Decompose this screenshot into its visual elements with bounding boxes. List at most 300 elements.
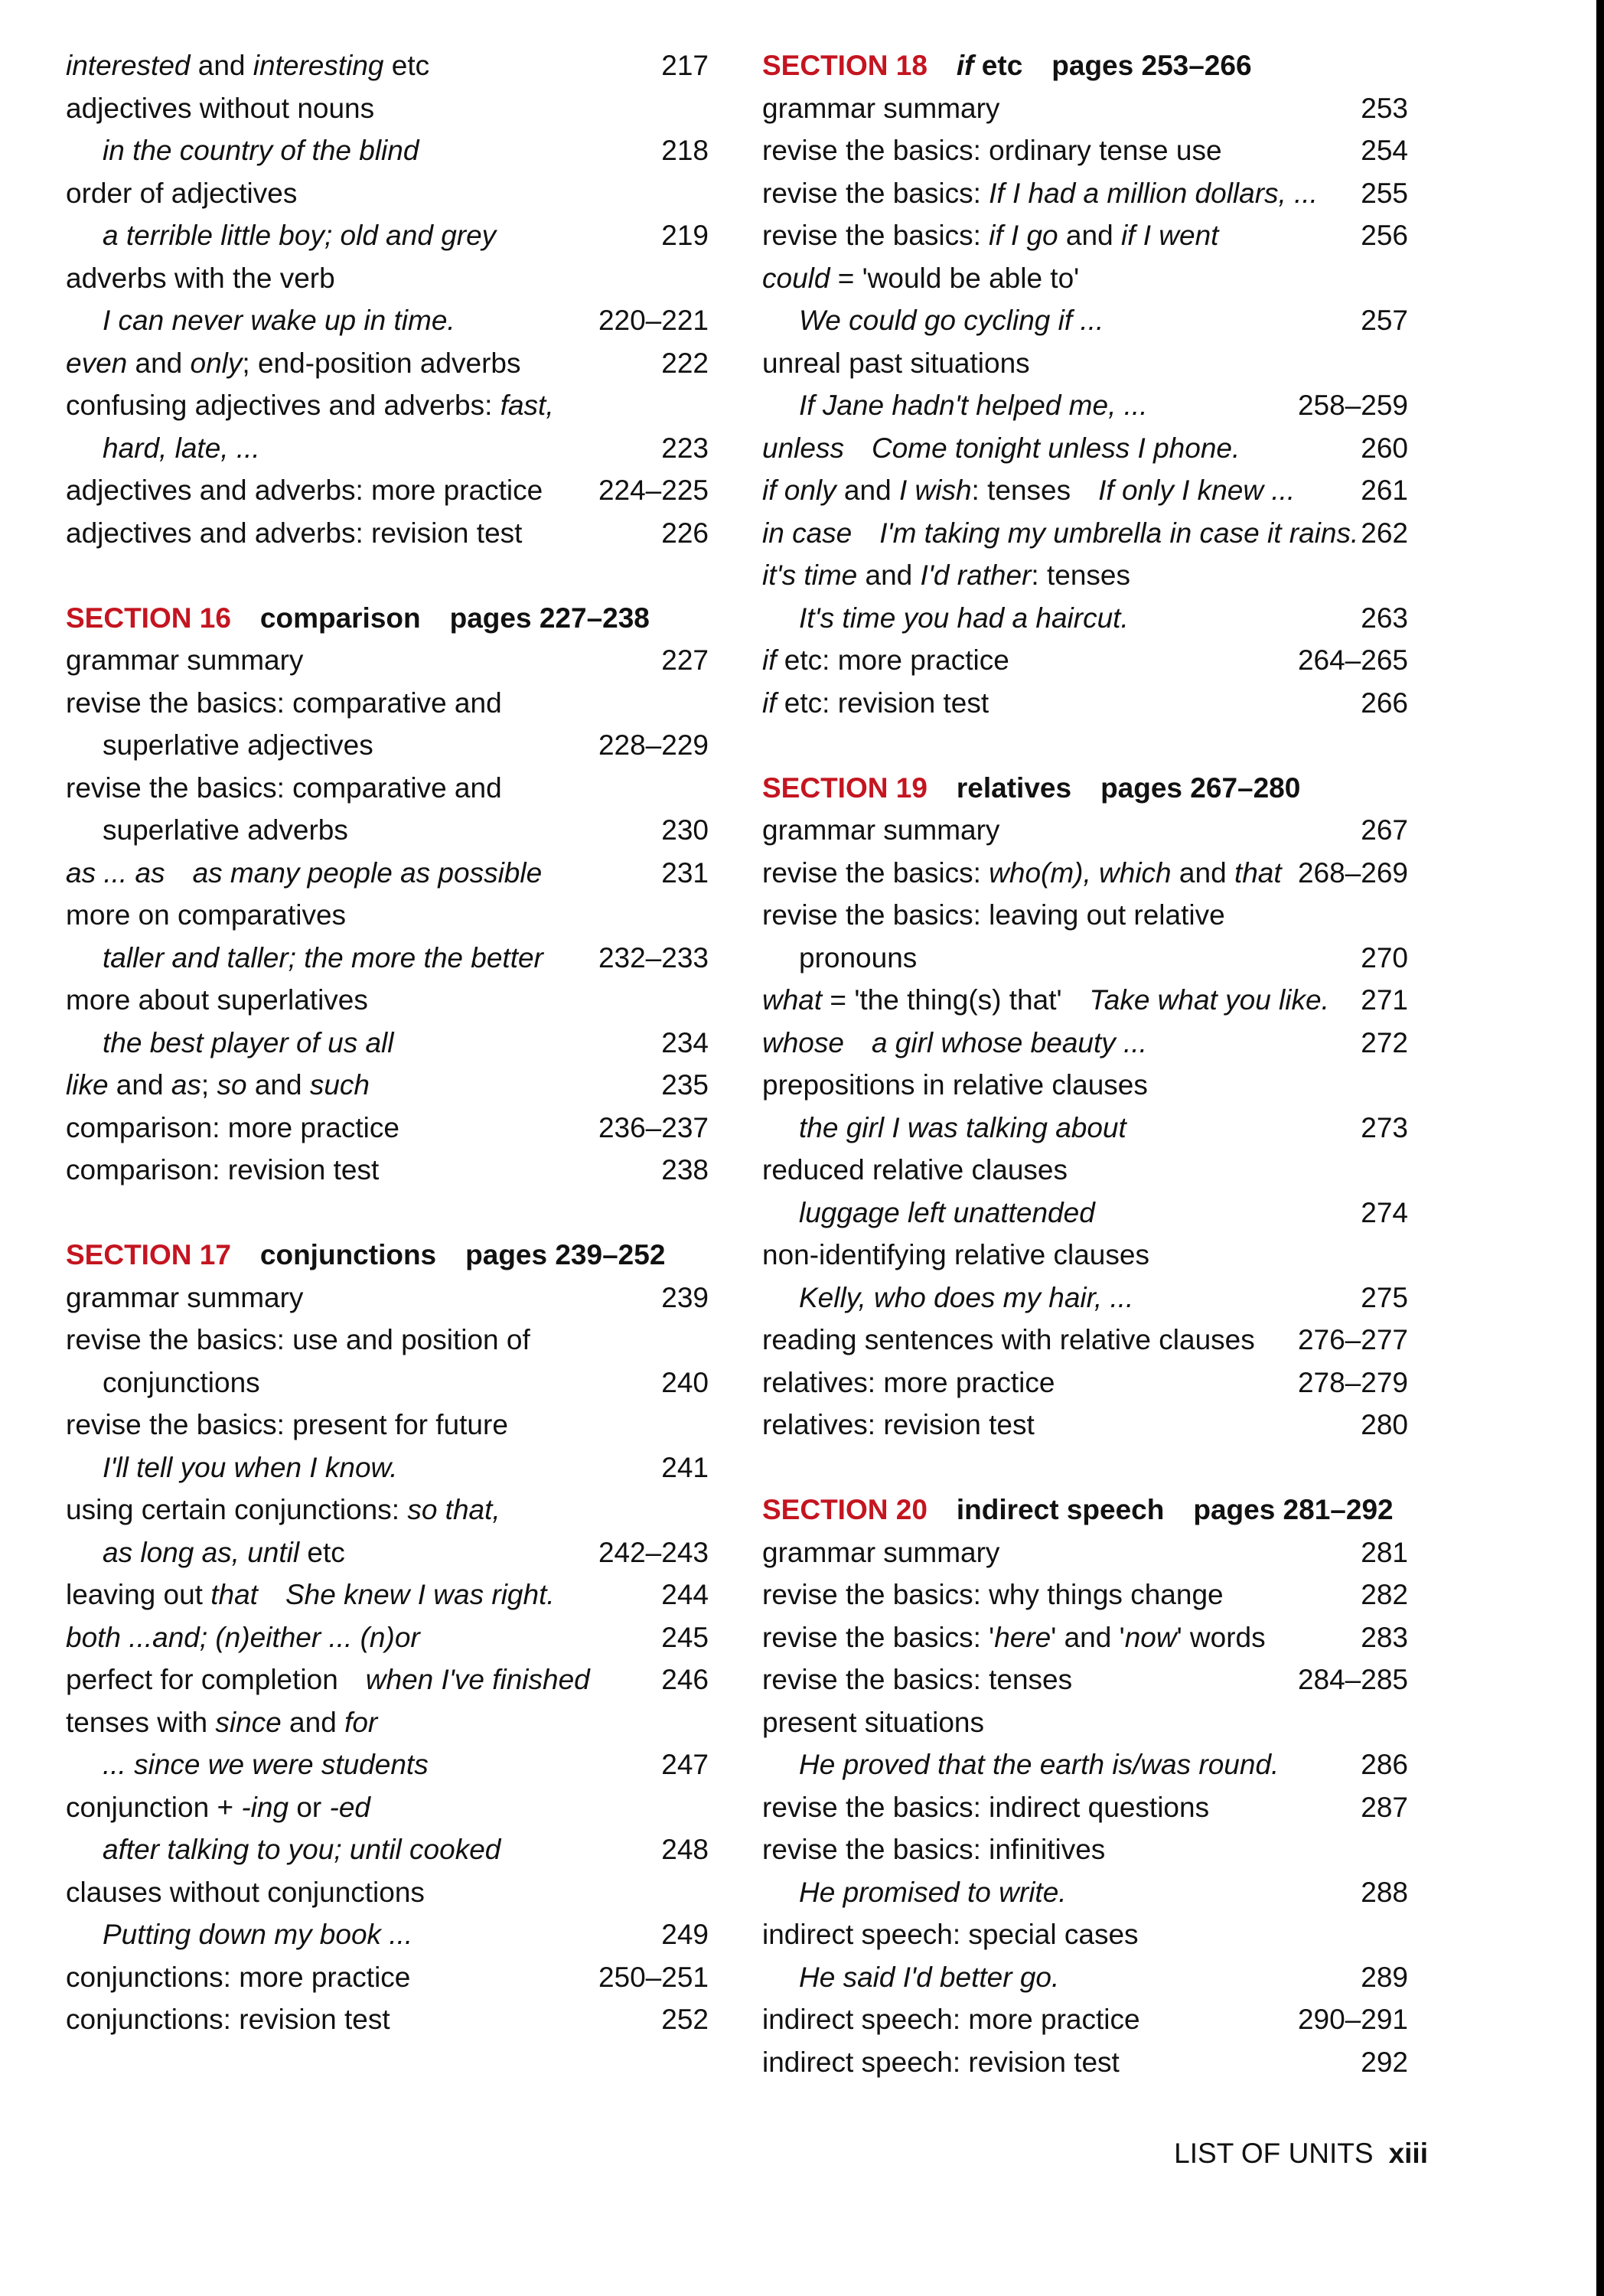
plain-text: superlative adverbs [103, 814, 348, 846]
page-number: 255 [1361, 177, 1408, 209]
toc-entry [66, 639, 709, 682]
italic-text: whose [762, 1026, 844, 1058]
page-number: 262 [1361, 517, 1408, 549]
toc-example-line [66, 1828, 709, 1871]
page-number: 231 [661, 856, 709, 889]
italic-text: fast, [500, 390, 554, 421]
entry-text [66, 87, 374, 130]
toc-example-line [66, 427, 709, 470]
page-number: 224–225 [598, 475, 709, 506]
plain-text: revise the basics: infinitives [762, 1834, 1106, 1865]
entry-text [66, 342, 520, 385]
toc-example-line [762, 1277, 1408, 1319]
page-number: 253 [1361, 92, 1408, 124]
toc-entry [762, 639, 1408, 682]
plain-text: revise the basics: comparative and [66, 687, 502, 719]
page-number: 261 [1361, 475, 1408, 506]
plain-text: grammar summary [66, 1281, 304, 1313]
plain-text: = 'would be able to' [830, 262, 1080, 294]
entry-text [762, 1362, 1055, 1404]
italic-text: as [171, 1069, 201, 1101]
entry-text [762, 894, 1225, 937]
entry-text [66, 1828, 500, 1871]
toc-entry [762, 172, 1408, 215]
section-title: conjunctions [259, 1239, 437, 1270]
toc-entry [762, 257, 1408, 300]
entry-text [762, 1956, 1059, 1999]
plain-text: present situations [762, 1706, 985, 1738]
plain-text: revise the basics: why things change [762, 1579, 1224, 1610]
plain-text: revise the basics: [762, 220, 989, 251]
page-number: 280 [1361, 1409, 1408, 1440]
italic-text: since [215, 1706, 282, 1738]
italic-text: like [66, 1069, 109, 1101]
page-number: 290–291 [1297, 2004, 1408, 2035]
entry-text [66, 1786, 370, 1829]
italic-text: in case [762, 517, 853, 549]
toc-entry [66, 469, 709, 512]
italic-text: the girl I was talking about [799, 1111, 1126, 1143]
toc-entry [762, 979, 1408, 1022]
plain-text: prepositions in relative clauses [762, 1069, 1148, 1101]
entry-text [762, 87, 999, 130]
page-number: 289 [1361, 1961, 1408, 1993]
page-number: 217 [661, 50, 709, 81]
section-title: comparison [259, 602, 421, 634]
toc-example-line [66, 129, 709, 172]
plain-text: and [190, 50, 253, 81]
toc-entry [762, 342, 1408, 385]
page-number: 282 [1361, 1579, 1408, 1610]
spacer [762, 1446, 1408, 1489]
plain-text: comparison: more practice [66, 1111, 399, 1143]
section-pages: pages 239–252 [465, 1239, 666, 1270]
entry-text [66, 1701, 377, 1744]
toc-entry [762, 1574, 1408, 1616]
page-number: 281 [1361, 1536, 1408, 1568]
entry-text [762, 129, 1222, 172]
italic-text: hard, late, ... [103, 432, 260, 464]
page-number: 286 [1361, 1749, 1408, 1780]
entry-text [762, 1404, 1035, 1446]
italic-text: If Jane hadn't helped me, ... [799, 390, 1148, 421]
toc-example-line [762, 384, 1408, 427]
toc-example-line [762, 1871, 1408, 1914]
toc-entry [66, 1998, 709, 2041]
italic-text: it's time [762, 559, 858, 591]
italic-text: I'd rather [920, 559, 1032, 591]
plain-text: and [1171, 856, 1234, 889]
toc-entry [66, 1786, 709, 1829]
entry-text [66, 512, 522, 555]
page-number: 247 [661, 1749, 709, 1780]
entry-text [762, 1658, 1072, 1701]
entry-text [762, 1786, 1209, 1829]
section-pages: pages 253–266 [1051, 50, 1252, 81]
toc-entry [762, 1149, 1408, 1192]
plain-text: more about superlatives [66, 984, 368, 1016]
italic-text: as long as, until [103, 1536, 300, 1568]
toc-entry [66, 852, 709, 895]
page-number: 248 [661, 1834, 709, 1865]
italic-text: I wish [898, 475, 972, 506]
entry-text [762, 2041, 1120, 2084]
spacer [66, 554, 709, 597]
italic-text: She knew I was right. [285, 1579, 555, 1610]
entry-text [762, 1913, 1139, 1956]
italic-text: only [190, 347, 243, 379]
section-heading [66, 1234, 709, 1277]
plain-text: and [108, 1069, 171, 1101]
page-number: 241 [661, 1451, 709, 1483]
entry-text [66, 1489, 500, 1531]
entry-text [66, 767, 502, 810]
italic-text: as many people as possible [192, 856, 543, 889]
page-number: 242–243 [598, 1536, 709, 1568]
entry-text [66, 1064, 370, 1107]
toc-example-line [66, 1022, 709, 1065]
page-number: 235 [661, 1069, 709, 1101]
toc-example-line [762, 597, 1408, 640]
plain-text: and [836, 475, 899, 506]
italic-text: both ...and; (n)either ... (n)or [66, 1621, 420, 1653]
entry-text [762, 512, 1358, 555]
entry-text [66, 1277, 303, 1319]
toc-entry [762, 2041, 1408, 2084]
plain-text: grammar summary [66, 644, 304, 676]
toc-entry [66, 1489, 709, 1531]
toc-example-line [66, 937, 709, 980]
plain-text: conjunctions: more practice [66, 1961, 411, 1993]
entry-text [66, 1574, 555, 1616]
toc-entry [66, 512, 709, 555]
toc-example-line [762, 1107, 1408, 1150]
entry-text [762, 1998, 1140, 2041]
toc-entry [762, 1319, 1408, 1362]
toc-entry [66, 172, 709, 215]
page-number: 218 [661, 135, 709, 166]
entry-text [762, 1743, 1279, 1786]
plain-text: revise the basics: [762, 856, 989, 889]
toc-entry [66, 979, 709, 1022]
section-title: if etc [956, 50, 1023, 81]
entry-text [66, 1022, 394, 1065]
italic-text: luggage left unattended [799, 1196, 1095, 1228]
entry-text [762, 809, 999, 852]
italic-text: I'll tell you when I know. [103, 1451, 398, 1483]
toc-entry [762, 1616, 1408, 1659]
footer-label: LIST OF UNITS [1174, 2138, 1374, 2169]
toc-entry [66, 1701, 709, 1744]
italic-text: Take what you like. [1089, 984, 1329, 1016]
italic-text: taller and taller; the more the better [103, 941, 543, 974]
entry-text [66, 1616, 420, 1659]
italic-text: such [309, 1069, 370, 1101]
toc-entry [66, 1277, 709, 1319]
toc-entry [762, 1786, 1408, 1829]
italic-text: in the country of the blind [103, 135, 419, 166]
plain-text: unreal past situations [762, 347, 1030, 379]
page-number: 266 [1361, 687, 1408, 719]
plain-text: indirect speech: more practice [762, 2004, 1140, 2035]
italic-text: so that, [407, 1494, 500, 1525]
italic-text: If I had a million dollars, ... [989, 177, 1318, 209]
page-number: 238 [661, 1154, 709, 1186]
plain-text: indirect speech: special cases [762, 1919, 1139, 1950]
italic-text: He promised to write. [799, 1876, 1067, 1908]
entry-text [66, 894, 346, 937]
italic-text: so [217, 1069, 247, 1101]
entry-text [762, 979, 1329, 1022]
plain-text: using certain conjunctions: [66, 1494, 408, 1525]
page-number: 263 [1361, 602, 1408, 634]
italic-text: now [1124, 1621, 1177, 1653]
toc-entry [762, 554, 1408, 597]
toc-entry [66, 257, 709, 300]
toc-example-line [762, 1956, 1408, 1999]
plain-text: adjectives and adverbs: more practice [66, 475, 543, 506]
plain-text: conjunctions [103, 1366, 260, 1398]
entry-text [762, 1616, 1266, 1659]
italic-text: if [762, 644, 777, 676]
page-number: 240 [661, 1366, 709, 1398]
plain-text: revise the basics: present for future [66, 1409, 508, 1440]
toc-entry [66, 767, 709, 810]
italic-text: We could go cycling if ... [799, 305, 1104, 336]
page-footer [1174, 2132, 1428, 2175]
entry-text [66, 852, 542, 895]
entry-text [66, 172, 297, 215]
toc-example-line [66, 214, 709, 257]
plain-text: ' words [1176, 1621, 1266, 1653]
plain-text: revise the basics: indirect questions [762, 1791, 1210, 1823]
italic-text: I'm taking my umbrella in case it rains. [879, 517, 1359, 549]
entry-text [762, 1277, 1133, 1319]
toc-entry [66, 1871, 709, 1914]
entry-text [66, 639, 303, 682]
plain-text: etc [383, 50, 430, 81]
toc-entry [762, 1362, 1408, 1404]
section-number: SECTION 20 [762, 1494, 928, 1525]
plain-text: comparison: revision test [66, 1154, 380, 1186]
plain-text: conjunctions: revision test [66, 2004, 390, 2035]
entry-text [762, 1064, 1148, 1107]
toc-example-line [66, 1362, 709, 1404]
entry-text [762, 342, 1030, 385]
entry-text [762, 852, 1282, 895]
plain-text: indirect speech: revision test [762, 2046, 1120, 2078]
page-number: 220–221 [598, 305, 709, 336]
page-number: 257 [1361, 305, 1408, 336]
plain-text: tenses with [66, 1706, 216, 1738]
entry-text [66, 1531, 345, 1574]
toc-entry [66, 1319, 709, 1362]
right-column [762, 44, 1408, 2083]
entry-text [66, 427, 260, 470]
page-number: 239 [661, 1281, 709, 1313]
plain-text: or [289, 1791, 330, 1823]
page-number: 228–229 [598, 729, 709, 761]
toc-example-line [762, 1192, 1408, 1234]
entry-text [66, 724, 373, 767]
page-number: 249 [661, 1919, 709, 1950]
italic-text: when I've finished [365, 1664, 590, 1695]
entry-text [762, 1192, 1095, 1234]
plain-text: pronouns [799, 941, 918, 974]
entry-text [762, 1022, 1147, 1065]
entry-text [66, 1956, 410, 1999]
plain-text: superlative adjectives [103, 729, 373, 761]
page-number: 226 [661, 517, 709, 549]
entry-text [66, 1743, 429, 1786]
toc-entry [762, 809, 1408, 852]
section-pages: pages 227–238 [449, 602, 650, 634]
toc-entry [66, 1658, 709, 1701]
page-number: 264–265 [1297, 644, 1408, 676]
plain-text: leaving out [66, 1579, 211, 1610]
page-number: 252 [661, 2004, 709, 2035]
plain-text: clauses without conjunctions [66, 1876, 425, 1908]
page-number: 267 [1361, 814, 1408, 846]
section-title: relatives [956, 771, 1072, 804]
entry-text [762, 1107, 1126, 1150]
entry-text [762, 554, 1130, 597]
italic-text: Come tonight unless I phone. [871, 432, 1240, 464]
toc-entry [762, 1531, 1408, 1574]
section-heading [762, 767, 1408, 810]
page-number: 278–279 [1297, 1366, 1408, 1398]
entry-text [762, 469, 1295, 512]
page-number: 245 [661, 1621, 709, 1653]
page-number: 227 [661, 644, 709, 676]
page-number: 274 [1361, 1196, 1408, 1228]
page-number: 236–237 [598, 1111, 709, 1143]
plain-text: revise the basics: tenses [762, 1664, 1073, 1695]
entry-text [66, 1107, 399, 1150]
italic-text: as ... as [66, 856, 165, 889]
toc-entry [762, 852, 1408, 895]
page-number: 246 [661, 1664, 709, 1695]
toc-entry [762, 1234, 1408, 1277]
section-number: SECTION 18 [762, 50, 928, 81]
plain-text: and [127, 347, 191, 379]
plain-text: confusing adjectives and adverbs: [66, 390, 500, 421]
entry-text [762, 1531, 999, 1574]
toc-entry [66, 1149, 709, 1192]
plain-text: ' and ' [1051, 1621, 1125, 1653]
toc-entry [762, 1913, 1408, 1956]
toc-entry [66, 342, 709, 385]
entry-text [66, 937, 543, 980]
plain-text: adverbs with the verb [66, 262, 335, 294]
section-pages: pages 267–280 [1100, 771, 1301, 804]
entry-text [66, 1362, 260, 1404]
page-number: 271 [1361, 984, 1408, 1016]
entry-text [66, 1149, 379, 1192]
page-number: 222 [661, 347, 709, 379]
entry-text [66, 1658, 590, 1701]
entry-text [762, 384, 1147, 427]
toc-entry [762, 682, 1408, 725]
italic-text: -ing [241, 1791, 289, 1823]
plain-text: adjectives without nouns [66, 92, 375, 124]
page-number: 287 [1361, 1791, 1408, 1823]
plain-text: grammar summary [762, 92, 1000, 124]
italic-text: -ed [329, 1791, 371, 1823]
plain-text: order of adjectives [66, 177, 298, 209]
plain-text: : tenses [971, 475, 1071, 506]
toc-entry [762, 469, 1408, 512]
page-number: 292 [1361, 2046, 1408, 2078]
italic-text: a terrible little boy; old and grey [103, 220, 497, 251]
page-number: 284–285 [1297, 1664, 1408, 1695]
italic-text: here [994, 1621, 1051, 1653]
toc-entry [762, 1022, 1408, 1065]
page-number: 256 [1361, 220, 1408, 251]
toc-example-line [66, 1531, 709, 1574]
toc-entry [762, 214, 1408, 257]
entry-text [66, 469, 543, 512]
italic-text: if I go [989, 220, 1058, 251]
footer-page-number: xiii [1388, 2138, 1428, 2169]
italic-text: that [1234, 856, 1282, 889]
entry-text [66, 1319, 530, 1362]
toc-entry [66, 384, 709, 427]
toc-entry [762, 87, 1408, 130]
toc-entry [762, 894, 1408, 937]
toc-entry [66, 1956, 709, 1999]
entry-text [762, 1701, 984, 1744]
plain-text: ; [200, 1069, 217, 1101]
toc-entry [66, 894, 709, 937]
entry-text [762, 597, 1129, 640]
italic-text: for [344, 1706, 378, 1738]
toc-example-line [66, 299, 709, 342]
entry-text [762, 257, 1079, 300]
entry-text [762, 1871, 1067, 1914]
entry-text [66, 1998, 390, 2041]
italic-text: interested [66, 50, 191, 81]
entry-text [762, 1319, 1255, 1362]
italic-text: if I went [1120, 220, 1219, 251]
entry-text [66, 1871, 425, 1914]
italic-text: ... since we were students [103, 1749, 429, 1780]
entry-text [66, 809, 348, 852]
toc-entry [66, 682, 709, 725]
italic-text: If only I knew ... [1098, 475, 1296, 506]
page-number: 258–259 [1297, 390, 1408, 421]
toc-entry [762, 1701, 1408, 1744]
toc-entry [762, 1064, 1408, 1107]
section-number: SECTION 17 [66, 1239, 231, 1270]
page-number: 232–233 [598, 941, 709, 974]
plain-text: more on comparatives [66, 899, 347, 931]
section-number: SECTION 16 [66, 602, 231, 634]
toc-entry [66, 87, 709, 130]
page-number: 270 [1361, 941, 1408, 974]
entry-text [66, 299, 455, 342]
italic-text: after talking to you; until cooked [103, 1834, 501, 1865]
plain-text: ; end-position adverbs [242, 347, 521, 379]
toc-entry [762, 427, 1408, 470]
entry-text [66, 682, 502, 725]
toc-entry [66, 1064, 709, 1107]
section-heading [66, 597, 709, 640]
toc-entry [762, 1658, 1408, 1701]
toc-example-line [66, 1913, 709, 1956]
plain-text: and [281, 1706, 345, 1738]
entry-text [762, 937, 917, 980]
